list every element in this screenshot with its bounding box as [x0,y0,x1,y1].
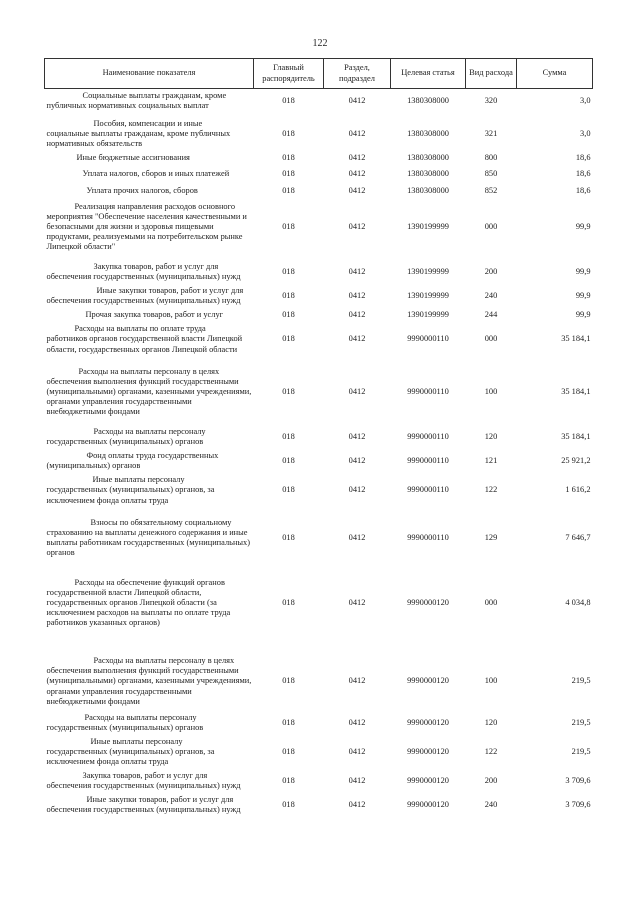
table-row [45,308,593,322]
row-sum: 35 184,1 [561,432,591,442]
row-target: 9990000110 [407,334,449,344]
row-name-continuation: государственных (муниципальных) органов [46,722,204,732]
row-section: 0412 [348,129,366,139]
row-section: 0412 [348,717,366,727]
row-section: 0412 [348,334,366,344]
row-sum: 35 184,1 [561,334,591,344]
row-grbs: 018 [282,267,295,277]
row-grbs: 018 [282,532,295,542]
row-section: 0412 [348,96,366,106]
row-section: 0412 [348,532,366,542]
table-row [45,113,593,151]
row-target: 9990000110 [407,456,449,466]
row-target: 1390199999 [407,221,449,231]
table-row [45,630,593,708]
row-sum: 18,6 [575,153,591,163]
row-name-continuation: государственной власти Липецкой области, государственных органов Липецкой области (за исключением расходов на выплаты по оплате труда работников указанных органов) [46,587,231,628]
row-section: 0412 [348,800,366,810]
row-section: 0412 [348,598,366,608]
row-name-continuation: обеспечения государственных (муниципальных) нужд [46,296,241,306]
row-grbs: 018 [282,485,295,495]
row-target: 1380308000 [407,185,449,195]
row-target: 9990000120 [407,776,449,786]
row-name-first-line: Прочая закупка товаров, работ и услуг [85,310,224,320]
row-section: 0412 [348,291,366,301]
row-name [45,113,254,151]
table-row [45,182,593,198]
row-name [45,182,254,198]
row-kind: 121 [484,456,498,466]
row-grbs: 018 [282,432,295,442]
row-name [45,709,254,735]
row-name-first-line: Расходы на выплаты персоналу в целях [78,366,220,376]
row-name-first-line: Иные бюджетные ассигнования [76,153,190,163]
row-name-continuation: обеспечения выполнения функций государственными (муниципальными) органами, казенными учреждениями, органами управления государственными внебюджетными фондами [46,666,252,706]
row-name-continuation: публичных нормативных социальных выплат [46,101,209,111]
row-target: 9990000120 [407,598,449,608]
row-name [45,769,254,793]
row-section: 0412 [348,676,366,686]
row-sum: 35 184,1 [561,386,591,396]
row-section: 0412 [348,267,366,277]
row-name-first-line: Расходы на выплаты персоналу [93,427,206,437]
row-name-continuation: обеспечения государственных (муниципальных) нужд [46,805,241,815]
row-sum: 18,6 [575,169,591,179]
row-section: 0412 [348,221,366,231]
row-name [45,165,254,181]
row-name-continuation: обеспечения выполнения функций государственными (муниципальными) органами, казенными учреждениями, органами управления государственными внебюджетными фондами [46,376,252,416]
row-name [45,735,254,769]
row-name-first-line: Расходы на обеспечение функций органов [74,577,225,587]
row-name [45,449,254,473]
row-kind: 240 [484,291,498,301]
row-name-continuation: обеспечения государственных (муниципальных) нужд [46,272,241,282]
row-target: 9990000110 [407,386,449,396]
row-sum: 219,5 [571,717,591,727]
row-grbs: 018 [282,334,295,344]
row-target: 1390199999 [407,291,449,301]
row-target: 9990000110 [407,532,449,542]
row-name-first-line: Социальные выплаты гражданам, кроме [82,91,227,100]
row-name [45,793,254,817]
row-grbs: 018 [282,800,295,810]
row-sum: 18,6 [575,185,591,195]
row-kind: 100 [484,386,498,396]
row-kind: 120 [484,432,498,442]
row-kind: 320 [484,96,498,106]
row-sum: 3,0 [580,129,591,139]
row-sum: 4 034,8 [565,598,591,608]
row-target: 1380308000 [407,153,449,163]
header-grbs: Главный распорядитель [254,59,324,89]
table-row [45,322,593,356]
row-section: 0412 [348,485,366,495]
row-name-first-line: Иные закупки товаров, работ и услуг для [96,286,244,296]
row-target: 1380308000 [407,129,449,139]
row-target: 9990000120 [407,717,449,727]
table-row [45,560,593,630]
row-grbs: 018 [282,153,295,163]
row-name [45,357,254,419]
row-sum: 25 921,2 [561,456,591,466]
row-target: 9990000120 [407,746,449,756]
row-name-first-line: Взносы по обязательному социальному [90,517,232,527]
row-name-first-line: Расходы на выплаты персоналу [84,712,197,722]
row-grbs: 018 [282,746,295,756]
table-row [45,254,593,284]
row-section: 0412 [348,169,366,179]
row-name-continuation: обеспечения государственных (муниципальных) нужд [46,781,241,791]
row-grbs: 018 [282,776,295,786]
row-kind: 129 [484,532,498,542]
table-row [45,89,593,114]
row-name-continuation: государственных (муниципальных) органов, за исключением фонда оплаты труда [46,485,215,505]
row-target: 1380308000 [407,169,449,179]
header-name: Наименование показателя [45,59,254,89]
row-name-continuation: социальные выплаты гражданам, кроме публичных нормативных обязательств [46,129,231,149]
row-kind: 200 [484,776,498,786]
table-row [45,735,593,769]
row-name [45,419,254,449]
row-name-first-line: Уплата прочих налогов, сборов [86,185,198,195]
row-kind: 000 [484,221,498,231]
row-sum: 7 646,7 [565,532,591,542]
row-name-first-line: Уплата налогов, сборов и иных платежей [82,169,230,179]
row-sum: 3 709,6 [565,800,591,810]
header-sum: Сумма [517,59,593,89]
row-name-continuation: страхованию на выплаты денежного содержания и иные выплаты работникам государственных (муниципальных) органов [46,527,251,557]
row-sum: 219,5 [571,746,591,756]
row-sum: 219,5 [571,676,591,686]
row-name [45,198,254,254]
row-grbs: 018 [282,169,295,179]
row-name [45,473,254,507]
row-grbs: 018 [282,676,295,686]
row-name [45,308,254,322]
header-target: Целевая статья [391,59,466,89]
row-name-first-line: Закупка товаров, работ и услуг для [82,771,208,781]
table-row [45,419,593,449]
table-row [45,357,593,419]
row-name-first-line: Пособия, компенсации и иные [93,119,203,129]
row-grbs: 018 [282,185,295,195]
table-body [45,89,593,818]
row-name [45,508,254,560]
row-kind: 100 [484,676,498,686]
row-name-continuation: государственных (муниципальных) органов, за исключением фонда оплаты труда [46,746,215,766]
row-grbs: 018 [282,129,295,139]
row-name [45,560,254,630]
table-row [45,198,593,254]
row-name [45,284,254,308]
row-section: 0412 [348,310,366,320]
row-target: 1390199999 [407,310,449,320]
row-name-first-line: Иные закупки товаров, работ и услуг для [86,795,234,805]
row-name [45,322,254,356]
row-grbs: 018 [282,717,295,727]
row-kind: 122 [484,485,498,495]
row-target: 9990000110 [407,485,449,495]
row-kind: 850 [484,169,498,179]
row-grbs: 018 [282,456,295,466]
table-row [45,473,593,507]
row-sum: 3 709,6 [565,776,591,786]
row-target: 9990000110 [407,432,449,442]
row-section: 0412 [348,776,366,786]
row-grbs: 018 [282,598,295,608]
row-grbs: 018 [282,221,295,231]
row-section: 0412 [348,153,366,163]
row-sum: 99,9 [575,267,591,277]
row-target: 9990000120 [407,676,449,686]
row-kind: 000 [484,334,498,344]
table-row [45,793,593,817]
row-target: 1380308000 [407,96,449,106]
row-name-continuation: мероприятия "Обеспечение населения качественными и безопасными для жизни и здоровья пищевыми продуктами, реализуемыми на потребительском рынке Липецкой области" [46,211,247,251]
row-name-first-line: Иные выплаты персоналу [92,475,185,485]
row-section: 0412 [348,456,366,466]
row-name-continuation: работников органов государственной власти Липецкой области, государственных органов Липецкой области [46,334,243,354]
row-sum: 99,9 [575,291,591,301]
page-number: 122 [312,38,328,49]
row-kind: 852 [484,185,498,195]
row-section: 0412 [348,432,366,442]
row-name [45,254,254,284]
row-kind: 244 [484,310,498,320]
table-row [45,151,593,165]
row-name [45,151,254,165]
row-grbs: 018 [282,310,295,320]
table-header [45,59,593,89]
row-kind: 800 [484,153,498,163]
row-name-first-line: Иные выплаты персоналу [90,736,183,746]
row-kind: 000 [484,598,498,608]
row-grbs: 018 [282,96,295,106]
row-kind: 122 [484,746,498,756]
table-row [45,165,593,181]
table-row [45,449,593,473]
row-grbs: 018 [282,386,295,396]
header-section: Раздел, подраздел [324,59,391,89]
row-name-first-line: Реализация направления расходов основного [74,201,236,211]
row-section: 0412 [348,746,366,756]
row-kind: 120 [484,717,498,727]
row-sum: 99,9 [575,221,591,231]
row-sum: 3,0 [580,96,591,106]
row-kind: 321 [484,129,498,139]
row-name-first-line: Расходы на выплаты по оплате труда [74,324,206,334]
row-target: 1390199999 [407,267,449,277]
table-row [45,769,593,793]
row-name [45,630,254,708]
row-name-continuation: (муниципальных) органов [46,461,141,471]
row-kind: 200 [484,267,498,277]
budget-table [44,58,593,817]
row-name [45,89,254,114]
row-kind: 240 [484,800,498,810]
row-section: 0412 [348,386,366,396]
row-grbs: 018 [282,291,295,301]
table-row [45,709,593,735]
row-name-continuation: государственных (муниципальных) органов [46,437,204,447]
row-sum: 1 616,2 [565,485,591,495]
row-target: 9990000120 [407,800,449,810]
row-name-first-line: Расходы на выплаты персоналу в целях [93,656,235,666]
row-name-first-line: Фонд оплаты труда государственных [86,451,219,461]
table-row [45,284,593,308]
row-section: 0412 [348,185,366,195]
row-sum: 99,9 [575,310,591,320]
row-name-first-line: Закупка товаров, работ и услуг для [93,262,219,272]
header-kind: Вид расхода [466,59,517,89]
table-row [45,508,593,560]
